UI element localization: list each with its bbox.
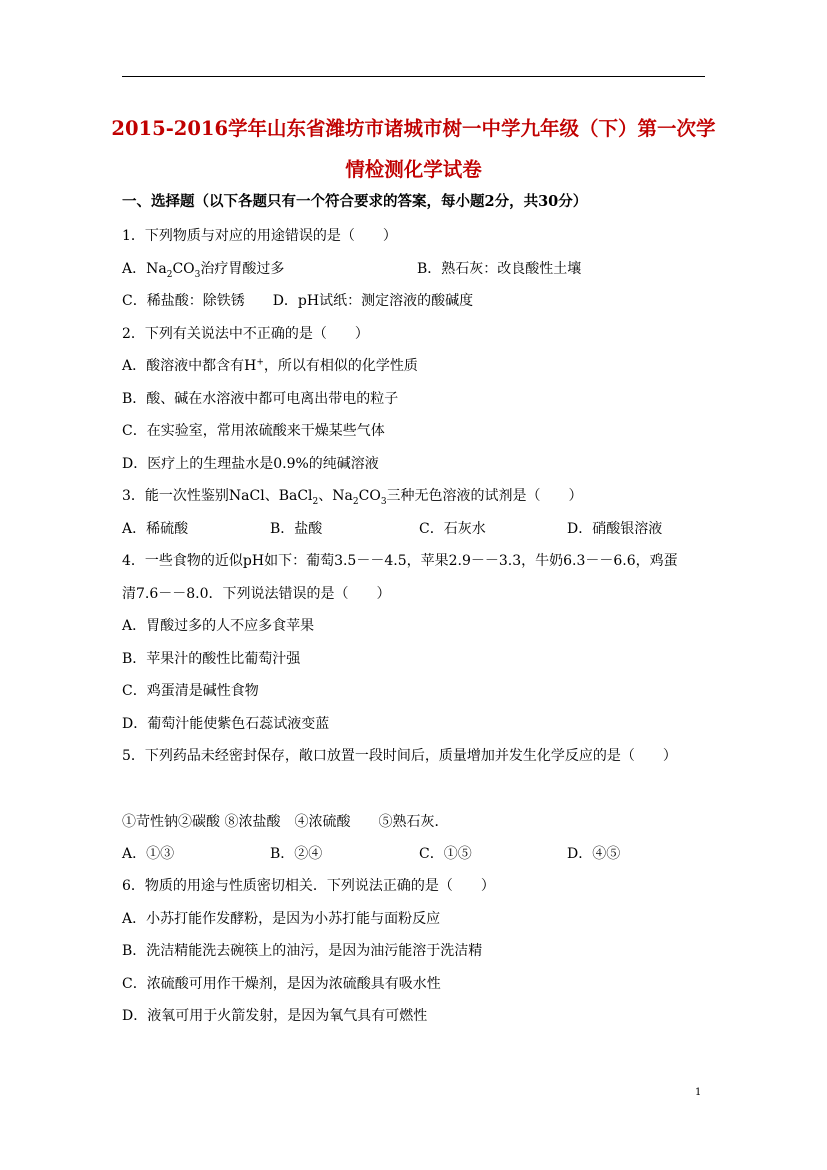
q2-option-c: C．在实验室，常用浓硫酸来干燥某些气体 [122, 423, 385, 439]
q4-stem-line1: 4．一些食物的近似pH如下：葡萄3.5－－4.5，苹果2.9－－3.3，牛奶6.3－－6.6，鸡蛋 [122, 553, 678, 569]
q2-option-d: D．医疗上的生理盐水是0.9%的纯碱溶液 [122, 456, 379, 472]
q4-stem-line2: 清7.6－－8.0．下列说法错误的是（ ） [122, 586, 391, 602]
q4-option-c: C．鸡蛋清是碱性食物 [122, 683, 259, 699]
section-heading: 一、选择题（以下各题只有一个符合要求的答案，每小题2分，共30分） [122, 193, 588, 210]
q5-option-b: B．②④ [270, 846, 323, 862]
q5-option-d: D．④⑤ [567, 846, 621, 862]
q6-option-d: D．液氧可用于火箭发射，是因为氧气具有可燃性 [122, 1008, 428, 1024]
q5-stem: 5．下列药品未经密封保存，敞口放置一段时间后，质量增加并发生化学反应的是（ ） [122, 748, 677, 764]
q2-stem: 2．下列有关说法中不正确的是（ ） [122, 326, 369, 342]
q1-option-b: B．熟石灰：改良酸性土壤 [417, 261, 582, 277]
q4-option-a: A．胃酸过多的人不应多食苹果 [122, 618, 315, 634]
q1-stem: 1．下列物质与对应的用途错误的是（ ） [122, 228, 397, 244]
q3-stem: 3．能一次性鉴别NaCl、BaCl$_2$、$Na_2CO_3$三种无色溶液的试剂是（ ） [122, 488, 583, 507]
q2-option-a: A．酸溶液中都含有H+，所以有相似的化学性质 [122, 357, 418, 374]
q6-option-c: C．浓硫酸可用作干燥剂，是因为浓硫酸具有吸水性 [122, 976, 441, 992]
q6-option-b: B．洗洁精能洗去碗筷上的油污，是因为油污能溶于洗洁精 [122, 943, 483, 959]
doc-title-line2: 情检测化学试卷 [345, 158, 482, 181]
q2-option-b: B．酸、碱在水溶液中都可电离出带电的粒子 [122, 391, 399, 407]
q1-options-cd: C．稀盐酸：除铁锈 D．pH试纸：测定溶液的酸碱度 [122, 293, 474, 309]
q1-option-a: A．$Na_2CO_3$治疗胃酸过多 [122, 261, 285, 280]
q4-option-d: D．葡萄汁能使紫色石蕊试液变蓝 [122, 716, 330, 732]
q5-items: ①苛性钠②碳酸 ⑧浓盐酸 ④浓硫酸 ⑤熟石灰． [122, 814, 449, 830]
q5-option-a: A．①③ [122, 846, 175, 862]
q5-option-c: C．①⑤ [419, 846, 472, 862]
doc-title-line1: 2015-2016学年山东省潍坊市诸城市树一中学九年级（下）第一次学 [111, 117, 716, 140]
q3-option-a: A．稀硫酸 [122, 521, 189, 537]
q6-option-a: A．小苏打能作发酵粉，是因为小苏打能与面粉反应 [122, 911, 441, 927]
q4-option-b: B．苹果汁的酸性比葡萄汁强 [122, 651, 301, 667]
header-rule [122, 76, 705, 77]
q6-stem: 6．物质的用途与性质密切相关．下列说法正确的是（ ） [122, 878, 495, 894]
q3-option-d: D．硝酸银溶液 [567, 521, 663, 537]
q3-option-b: B．盐酸 [270, 521, 323, 537]
q3-option-c: C．石灰水 [419, 521, 486, 537]
page-number: 1 [695, 1087, 702, 1098]
